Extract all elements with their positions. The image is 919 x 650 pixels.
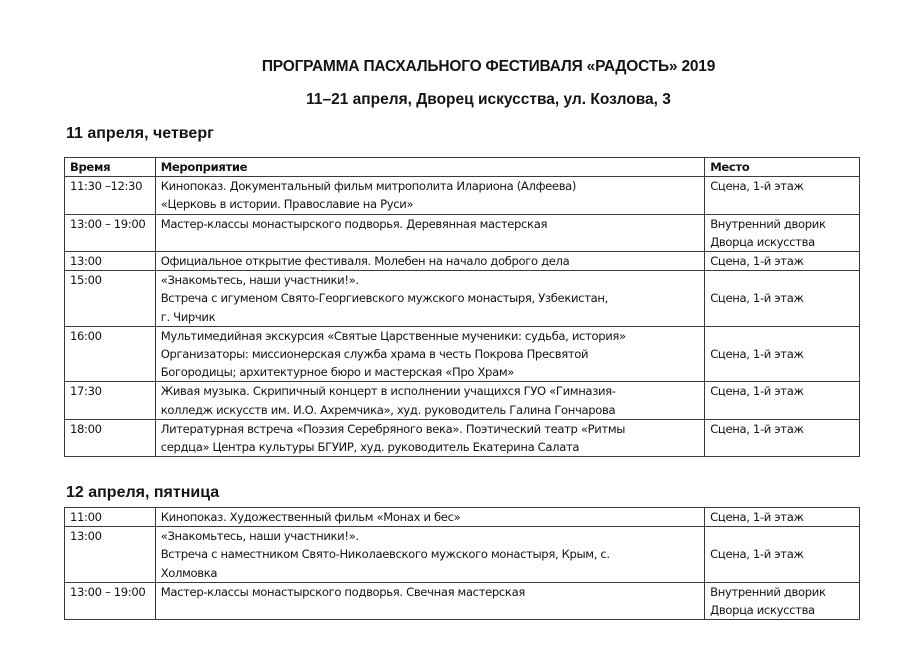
column-header-time: Время: [65, 158, 156, 177]
event-cell: [155, 177, 704, 214]
table-row: [65, 252, 860, 271]
table-row: [65, 214, 860, 251]
event-cell: [155, 508, 704, 527]
time-cell: 17:30: [65, 382, 156, 419]
place-line: Сцена, 1-й этаж: [710, 384, 804, 399]
event-cell: [155, 271, 704, 327]
table-row: [65, 419, 860, 456]
table-row: [65, 582, 860, 619]
schedule-table-april-12: [64, 507, 860, 620]
table-row: [65, 326, 860, 382]
event-line: Мастер-классы монастырского подворья. Свечная мастерская: [160, 584, 525, 599]
document-title: ПРОГРАММА ПАСХАЛЬНОГО ФЕСТИВАЛЯ «РАДОСТЬ» 2019: [261, 58, 716, 75]
event-cell: [155, 382, 704, 419]
event-line: Официальное открытие фестиваля. Молебен на начало доброго дела: [160, 254, 570, 269]
event-line: Богородицы; архитектурное бюро и мастерская «Про Храм»: [160, 365, 514, 380]
place-cell: [705, 214, 860, 251]
place-cell: [705, 527, 860, 583]
table-header-row: [65, 158, 860, 177]
place-line: Внутренний дворик: [710, 216, 826, 231]
place-line: Сцена, 1-й этаж: [710, 291, 804, 306]
place-line: Внутренний дворик: [710, 584, 826, 599]
place-cell: [705, 271, 860, 327]
event-cell: [155, 582, 704, 619]
day-heading-april-11: 11 апреля, четверг: [66, 125, 214, 142]
event-line: «Знакомьтесь, наши участники!».: [160, 273, 359, 288]
event-line: Живая музыка. Скрипичный концерт в исполнении учащихся ГУО «Гимназия-: [160, 384, 616, 399]
day-heading-april-12: 12 апреля, пятница: [66, 484, 220, 501]
time-cell: 18:00: [65, 419, 156, 456]
time-cell: 15:00: [65, 271, 156, 327]
time-cell: 16:00: [65, 326, 156, 382]
event-line: Кинопоказ. Документальный фильм митрополита Илариона (Алфеева): [160, 179, 577, 194]
place-cell: [705, 508, 860, 527]
place-cell: [705, 382, 860, 419]
event-line: «Знакомьтесь, наши участники!».: [160, 529, 359, 544]
event-line: Встреча с наместником Свято-Николаевского мужского монастыря, Крым, с.: [160, 547, 610, 562]
place-cell: [705, 252, 860, 271]
event-line: Мультимедийная экскурсия «Святые Царственные мученики: судьба, история»: [160, 328, 626, 343]
time-cell: 13:00: [65, 527, 156, 583]
place-line: Сцена, 1-й этаж: [710, 254, 804, 269]
place-line: Дворца искусства: [710, 603, 815, 618]
place-line: Сцена, 1-й этаж: [710, 547, 804, 562]
table-row: [65, 382, 860, 419]
event-cell: [155, 419, 704, 456]
place-line: Сцена, 1-й этаж: [710, 347, 804, 362]
column-header-event: Мероприятие: [155, 158, 704, 177]
place-cell: [705, 419, 860, 456]
column-header-place: Место: [705, 158, 860, 177]
document-subtitle: 11–21 апреля, Дворец искусства, ул. Козлова, 3: [306, 91, 671, 108]
event-line: Организаторы: миссионерская служба храма в честь Покрова Пресвятой: [160, 347, 589, 362]
schedule-table-april-11: [64, 157, 860, 457]
event-line: Мастер-классы монастырского подворья. Деревянная мастерская: [160, 216, 548, 231]
event-cell: [155, 252, 704, 271]
event-line: сердца» Центра культуры БГУИР, худ. руководитель Екатерина Салата: [160, 440, 580, 455]
place-line: Сцена, 1-й этаж: [710, 421, 804, 436]
time-cell: 13:00: [65, 252, 156, 271]
event-line: Литературная встреча «Поэзия Серебряного века». Поэтический театр «Ритмы: [160, 421, 626, 436]
event-line: Холмовка: [160, 565, 218, 580]
place-cell: [705, 582, 860, 619]
table-row: [65, 508, 860, 527]
table-row: [65, 527, 860, 583]
event-cell: [155, 326, 704, 382]
event-line: колледж искусств им. И.О. Ахремчика», худ. руководитель Галина Гончарова: [160, 402, 616, 417]
place-cell: [705, 177, 860, 214]
time-cell: 11:30 –12:30: [65, 177, 156, 214]
time-cell: 13:00 – 19:00: [65, 214, 156, 251]
table-row: [65, 271, 860, 327]
event-line: Встреча с игуменом Свято-Георгиевского мужского монастыря, Узбекистан,: [160, 291, 608, 306]
event-line: Кинопоказ. Художественный фильм «Монах и бес»: [160, 510, 461, 524]
event-cell: [155, 214, 704, 251]
event-line: «Церковь в истории. Православие на Руси»: [160, 197, 414, 212]
place-line: Дворца искусства: [710, 234, 815, 249]
time-cell: 11:00: [65, 508, 156, 527]
event-cell: [155, 527, 704, 583]
event-line: г. Чирчик: [160, 309, 216, 324]
time-cell: 13:00 – 19:00: [65, 582, 156, 619]
place-line: Сцена, 1-й этаж: [710, 510, 804, 524]
place-line: Сцена, 1-й этаж: [710, 179, 804, 194]
place-cell: [705, 326, 860, 382]
table-row: [65, 177, 860, 214]
